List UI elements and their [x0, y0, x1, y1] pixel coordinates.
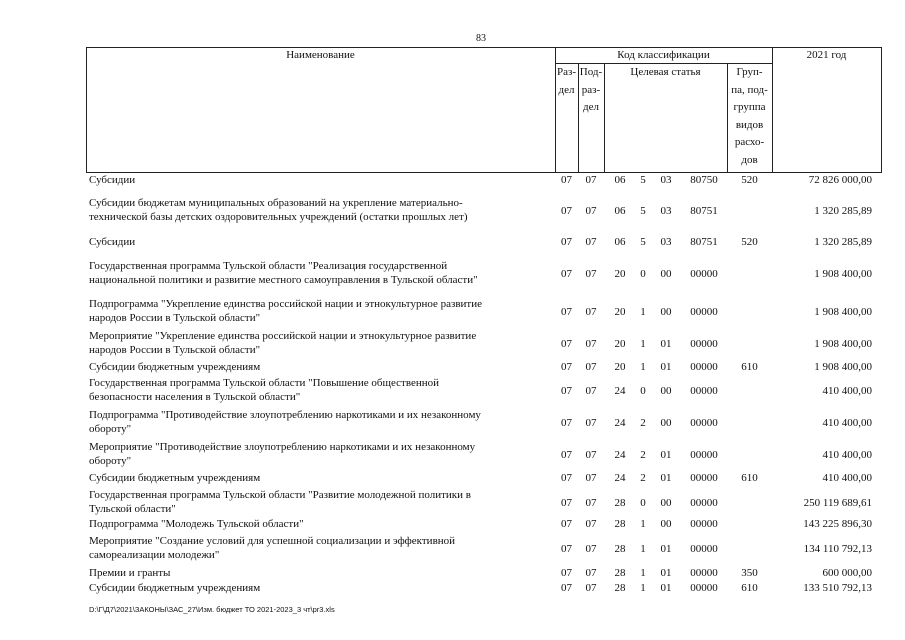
direction-code-cell: 00000 — [690, 582, 718, 594]
table-row — [0, 330, 905, 359]
subprogram-code-cell: 0 — [640, 268, 646, 280]
subprogram-code-cell: 1 — [640, 338, 646, 350]
event-code-cell: 03 — [660, 205, 672, 217]
subprogram-code-cell: 1 — [640, 543, 646, 555]
event-code-cell: 01 — [660, 449, 672, 461]
row-name-line: обороту" — [89, 422, 132, 435]
razdel-cell: 07 — [561, 472, 572, 484]
program-code-cell: 24 — [614, 385, 626, 397]
program-code-cell: 20 — [614, 338, 626, 350]
table-row — [0, 361, 905, 375]
podrazdel-cell: 07 — [585, 417, 597, 429]
row-name-line: Подпрограмма "Молодежь Тульской области" — [89, 518, 304, 530]
podrazdel-cell: 07 — [585, 174, 597, 186]
row-name-line: Субсидии бюджетам муниципальных образований на укрепление материально- — [89, 197, 463, 209]
row-name — [89, 535, 541, 562]
direction-code-cell: 00000 — [690, 567, 718, 579]
event-code-cell: 01 — [660, 472, 672, 484]
row-name — [89, 197, 541, 224]
table-row — [0, 236, 905, 250]
direction-code-cell: 00000 — [690, 518, 718, 530]
podrazdel-cell: 07 — [585, 268, 597, 280]
podrazdel-cell: 07 — [585, 361, 597, 373]
table-row — [0, 535, 905, 564]
row-name — [89, 361, 541, 375]
header-name: Наименование — [286, 49, 355, 61]
row-name — [89, 330, 541, 357]
event-code-cell: 03 — [660, 174, 672, 186]
row-name-line: Субсидии бюджетным учреждениям — [89, 361, 261, 373]
table-row — [0, 567, 905, 581]
subprogram-code-cell: 5 — [640, 236, 646, 248]
razdel-cell: 07 — [561, 361, 572, 373]
program-code-cell: 28 — [614, 582, 626, 594]
direction-code-cell: 00000 — [690, 385, 718, 397]
event-code-cell: 01 — [660, 567, 672, 579]
amount-cell: 72 826 000,00 — [808, 174, 872, 186]
amount-cell: 410 400,00 — [822, 385, 872, 397]
razdel-cell: 07 — [561, 385, 572, 397]
table-row — [0, 518, 905, 532]
podrazdel-cell: 07 — [585, 236, 597, 248]
subprogram-code-cell: 5 — [640, 174, 646, 186]
amount-cell: 134 110 792,13 — [803, 543, 872, 555]
razdel-cell: 07 — [561, 236, 572, 248]
amount-cell: 1 908 400,00 — [814, 306, 872, 318]
table-row — [0, 197, 905, 226]
amount-cell: 1 908 400,00 — [814, 361, 872, 373]
table-row — [0, 582, 905, 596]
event-code-cell: 00 — [660, 385, 672, 397]
row-name — [89, 298, 541, 325]
col-divider — [86, 47, 87, 173]
program-code-cell: 28 — [614, 567, 626, 579]
expense-group-cell: 520 — [741, 236, 758, 248]
amount-cell: 250 119 689,61 — [803, 497, 872, 509]
razdel-cell: 07 — [561, 497, 572, 509]
amount-cell: 133 510 792,13 — [803, 582, 872, 594]
row-name-line: народов России в Тульской области" — [89, 343, 261, 356]
subprogram-code-cell: 1 — [640, 361, 646, 373]
row-name-line: Государственная программа Тульской области "Повышение общественной — [89, 377, 439, 389]
razdel-cell: 07 — [561, 306, 572, 318]
direction-code-cell: 00000 — [690, 497, 718, 509]
podrazdel-cell: 07 — [585, 306, 597, 318]
amount-cell: 410 400,00 — [822, 449, 872, 461]
amount-cell: 1 320 285,89 — [814, 236, 872, 248]
expense-group-cell: 610 — [741, 582, 758, 594]
program-code-cell: 28 — [614, 518, 626, 530]
expense-group-cell: 610 — [741, 361, 758, 373]
subprogram-code-cell: 2 — [640, 472, 646, 484]
amount-cell: 143 225 896,30 — [803, 518, 872, 530]
table-row — [0, 489, 905, 518]
podrazdel-cell: 07 — [585, 472, 597, 484]
row-name-line: Премии и гранты — [89, 567, 171, 579]
subprogram-code-cell: 2 — [640, 417, 646, 429]
program-code-cell: 20 — [614, 268, 626, 280]
table-row — [0, 174, 905, 188]
header-podrazdel: Под- раз- дел — [579, 66, 603, 113]
row-name-line: Субсидии — [89, 174, 136, 186]
header-year: 2021 год — [806, 49, 847, 61]
event-code-cell: 00 — [660, 497, 672, 509]
razdel-cell: 07 — [561, 338, 572, 350]
podrazdel-cell: 07 — [585, 582, 597, 594]
podrazdel-cell: 07 — [585, 567, 597, 579]
row-name — [89, 174, 541, 188]
razdel-cell: 07 — [561, 567, 572, 579]
amount-cell: 410 400,00 — [822, 417, 872, 429]
event-code-cell: 01 — [660, 543, 672, 555]
row-name-line: самореализации молодежи" — [89, 548, 220, 561]
subprogram-code-cell: 0 — [640, 385, 646, 397]
row-name-line: народов России в Тульской области" — [89, 311, 261, 324]
row-name-line: Государственная программа Тульской области "Развитие молодежной политики в — [89, 489, 471, 501]
amount-cell: 600 000,00 — [822, 567, 872, 579]
program-code-cell: 24 — [614, 449, 626, 461]
direction-code-cell: 00000 — [690, 417, 718, 429]
row-name — [89, 260, 541, 287]
expense-group-cell: 610 — [741, 472, 758, 484]
subprogram-code-cell: 1 — [640, 306, 646, 318]
table-row — [0, 441, 905, 470]
razdel-cell: 07 — [561, 518, 572, 530]
podrazdel-cell: 07 — [585, 205, 597, 217]
table-row — [0, 409, 905, 438]
razdel-cell: 07 — [561, 268, 572, 280]
file-path-footer: D:\Г\Д7\2021\ЗАКОНЫ\ЗАС_27\Изм. бюджет ТО 2021-2023_3 чт\pr3.xls — [89, 605, 335, 614]
row-name — [89, 582, 541, 596]
row-name-line: Мероприятие "Противодействие злоупотреблению наркотиками и их незаконному — [89, 441, 476, 453]
event-code-cell: 00 — [660, 518, 672, 530]
program-code-cell: 06 — [614, 174, 626, 186]
direction-code-cell: 00000 — [690, 361, 718, 373]
event-code-cell: 00 — [660, 306, 672, 318]
direction-code-cell: 00000 — [690, 543, 718, 555]
direction-code-cell: 80751 — [690, 236, 718, 248]
podrazdel-cell: 07 — [585, 497, 597, 509]
header-classification: Код классификации — [617, 49, 710, 61]
direction-code-cell: 00000 — [690, 449, 718, 461]
header-razdel: Раз- дел — [556, 66, 576, 96]
row-name — [89, 441, 541, 468]
event-code-cell: 01 — [660, 582, 672, 594]
program-code-cell: 24 — [614, 417, 626, 429]
subprogram-code-cell: 5 — [640, 205, 646, 217]
razdel-cell: 07 — [561, 174, 572, 186]
event-code-cell: 00 — [660, 417, 672, 429]
row-name-line: Мероприятие "Укрепление единства российской нации и этнокультурное развитие — [89, 330, 477, 342]
program-code-cell: 20 — [614, 306, 626, 318]
row-name-line: Государственная программа Тульской области "Реализация государственной — [89, 260, 448, 272]
expense-group-cell: 350 — [741, 567, 758, 579]
row-name-line: Подпрограмма "Укрепление единства российской нации и этнокультурное развитие — [89, 298, 483, 310]
subprogram-code-cell: 1 — [640, 582, 646, 594]
podrazdel-cell: 07 — [585, 385, 597, 397]
amount-cell: 1 908 400,00 — [814, 268, 872, 280]
program-code-cell: 28 — [614, 497, 626, 509]
razdel-cell: 07 — [561, 417, 572, 429]
row-name-line: Субсидии бюджетным учреждениям — [89, 472, 261, 484]
row-name — [89, 472, 541, 486]
direction-code-cell: 00000 — [690, 472, 718, 484]
row-name — [89, 567, 541, 581]
program-code-cell: 06 — [614, 236, 626, 248]
row-name — [89, 518, 541, 532]
razdel-cell: 07 — [561, 205, 572, 217]
program-code-cell: 20 — [614, 361, 626, 373]
amount-cell: 410 400,00 — [822, 472, 872, 484]
table-row — [0, 472, 905, 486]
subprogram-code-cell: 2 — [640, 449, 646, 461]
direction-code-cell: 00000 — [690, 306, 718, 318]
row-name — [89, 377, 541, 404]
row-name-line: Субсидии — [89, 236, 136, 248]
row-name-line: Субсидии бюджетным учреждениям — [89, 582, 261, 594]
row-name-line: безопасности населения в Тульской области" — [89, 390, 301, 403]
razdel-cell: 07 — [561, 449, 572, 461]
amount-cell: 1 320 285,89 — [814, 205, 872, 217]
row-name-line: обороту" — [89, 454, 132, 467]
col-divider — [881, 47, 882, 173]
event-code-cell: 01 — [660, 338, 672, 350]
header-top-border — [86, 47, 882, 48]
razdel-cell: 07 — [561, 543, 572, 555]
podrazdel-cell: 07 — [585, 518, 597, 530]
podrazdel-cell: 07 — [585, 449, 597, 461]
table-row — [0, 377, 905, 406]
event-code-cell: 01 — [660, 361, 672, 373]
event-code-cell: 03 — [660, 236, 672, 248]
subprogram-code-cell: 0 — [640, 497, 646, 509]
subprogram-code-cell: 1 — [640, 518, 646, 530]
header-bottom-border — [86, 172, 882, 173]
podrazdel-cell: 07 — [585, 543, 597, 555]
table-row — [0, 260, 905, 289]
row-name-line: Мероприятие "Создание условий для успешной социализации и эффективной — [89, 535, 456, 547]
row-name — [89, 489, 541, 516]
row-name-line: национальной политики и развитие местного самоуправления в Тульской области" — [89, 273, 478, 286]
direction-code-cell: 80751 — [690, 205, 718, 217]
header-group: Груп- па, под- группа видов расхо- дов — [731, 66, 768, 166]
direction-code-cell: 80750 — [690, 174, 718, 186]
program-code-cell: 28 — [614, 543, 626, 555]
podrazdel-cell: 07 — [585, 338, 597, 350]
program-code-cell: 24 — [614, 472, 626, 484]
row-name — [89, 409, 541, 436]
amount-cell: 1 908 400,00 — [814, 338, 872, 350]
direction-code-cell: 00000 — [690, 338, 718, 350]
expense-group-cell: 520 — [741, 174, 758, 186]
row-name-line: Тульской области" — [89, 502, 176, 515]
subprogram-code-cell: 1 — [640, 567, 646, 579]
table-row — [0, 298, 905, 327]
row-name-line: технической базы детских оздоровительных учреждений (остатки прошлых лет) — [89, 210, 468, 223]
col-divider — [772, 47, 773, 173]
razdel-cell: 07 — [561, 582, 572, 594]
row-name-line: Подпрограмма "Противодействие злоупотреблению наркотиками и их незаконному — [89, 409, 481, 421]
program-code-cell: 06 — [614, 205, 626, 217]
event-code-cell: 00 — [660, 268, 672, 280]
direction-code-cell: 00000 — [690, 268, 718, 280]
page-number: 83 — [476, 33, 486, 44]
row-name — [89, 236, 541, 250]
header-target: Целевая статья — [630, 66, 701, 78]
